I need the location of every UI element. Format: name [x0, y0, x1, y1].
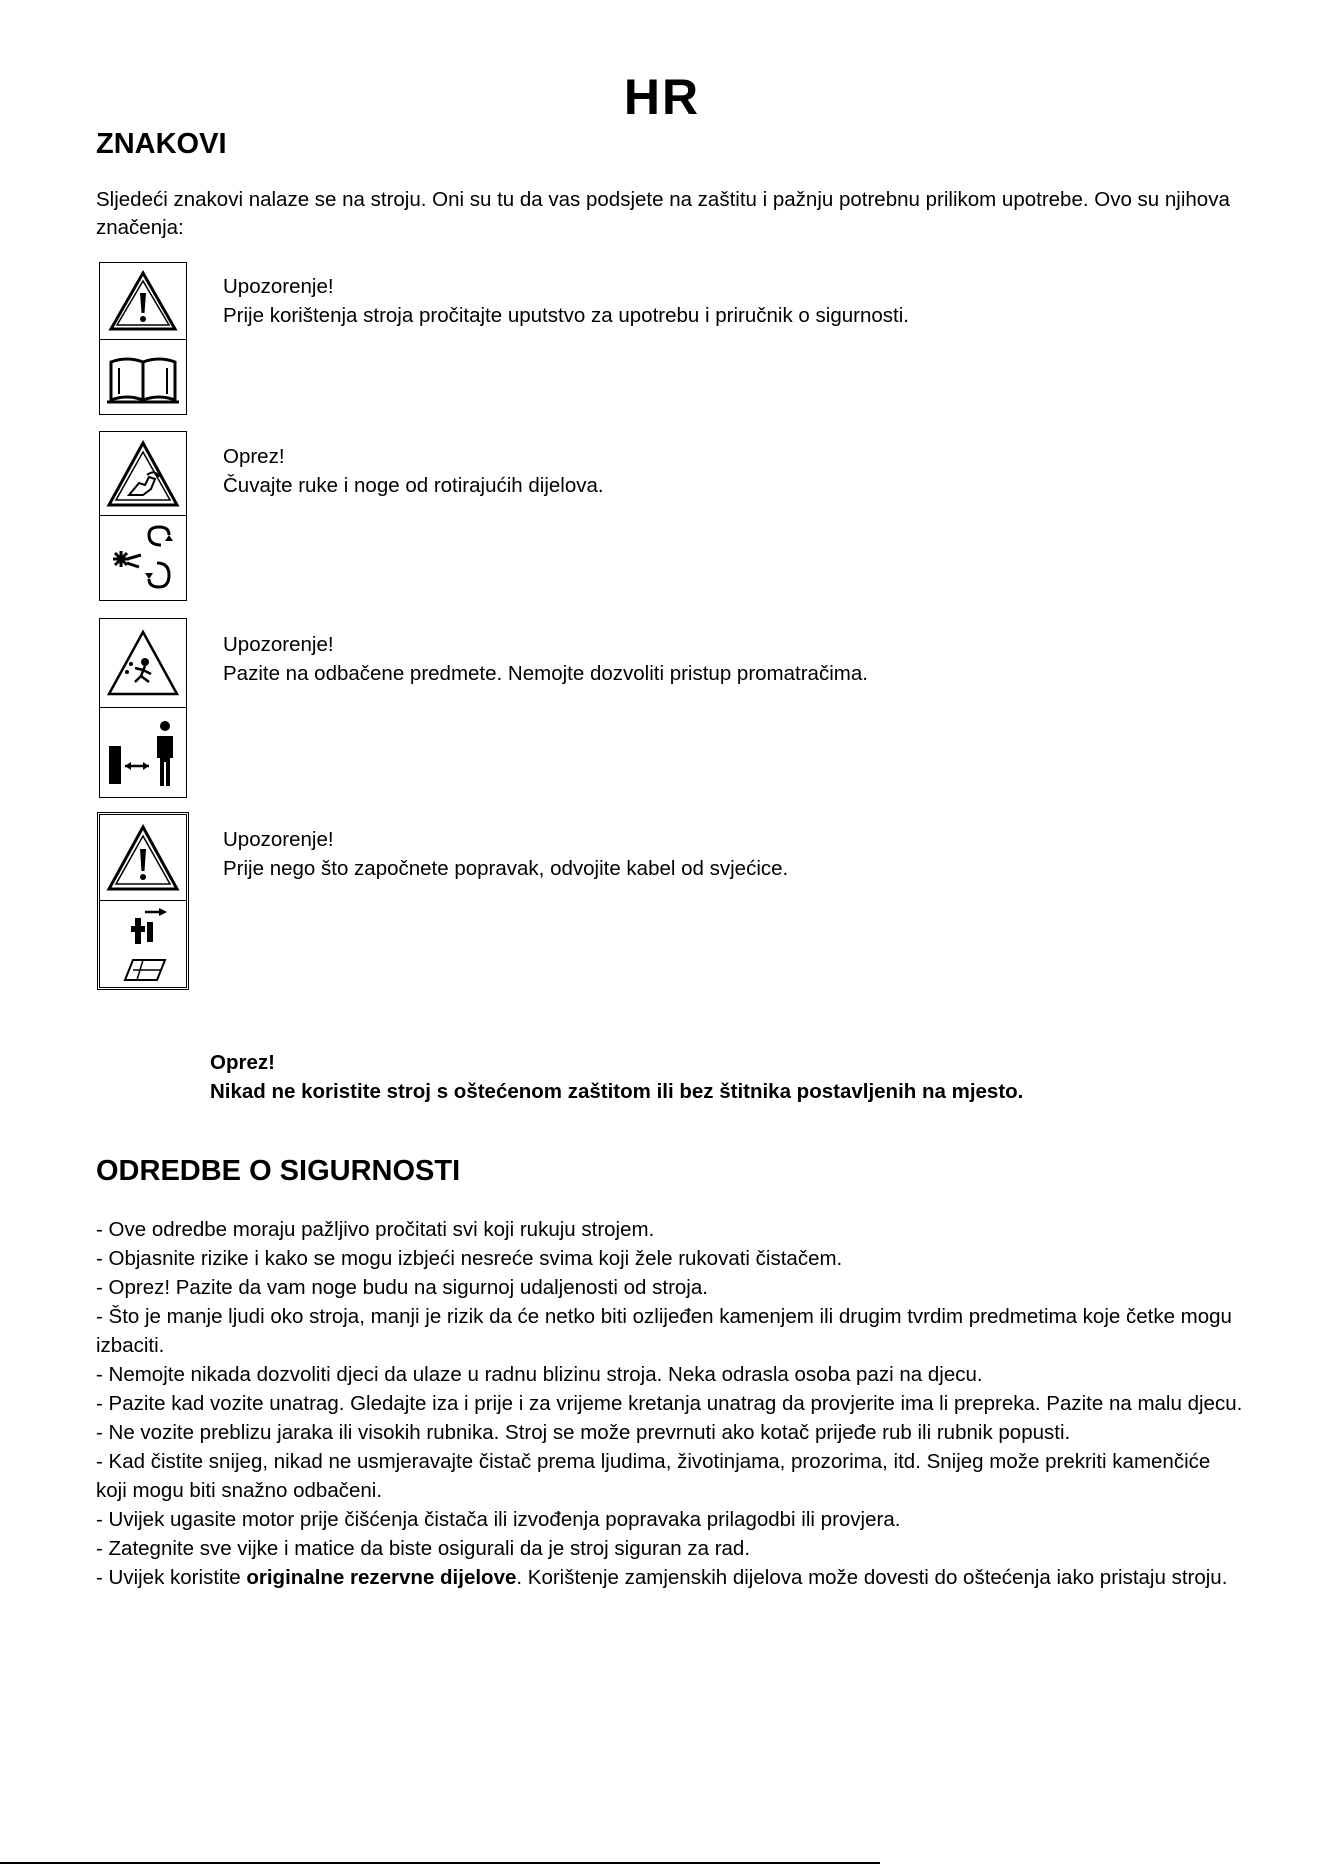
safety-rule: - Kad čistite snijeg, nikad ne usmjeravajte čistač prema ljudima, životinjama, prozorima, itd. Snijeg može prekriti kamenčiće koji mogu biti snažno odbačeni. [96, 1450, 1211, 1502]
sign-description: Prije nego što započnete popravak, odvojite kabel od svjećice. [223, 857, 789, 880]
sign-2-text [223, 442, 604, 500]
rule-emphasis: originalne rezervne dijelove [246, 1566, 517, 1589]
sign-heading: Oprez! [223, 445, 285, 468]
warning-triangle-icon [100, 815, 186, 901]
safety-rules-list [96, 1215, 1246, 1592]
safety-rule: - Što je manje ljudi oko stroja, manji je rizik da će netko biti ozlijeđen kamenjem ili drugim tvrdim predmetima koje četke mogu izbaciti. [96, 1305, 1232, 1357]
sign-heading: Upozorenje! [223, 275, 334, 298]
caution-heading: Oprez! [210, 1051, 275, 1074]
manual-book-icon [100, 340, 186, 416]
sign-1-text [223, 272, 909, 330]
hand-foot-rotor-icon [100, 516, 186, 602]
sign-2-symbols [99, 431, 187, 601]
thrown-objects-icon [100, 619, 186, 708]
rotating-parts-hand-icon [100, 432, 186, 516]
sign-4-text [223, 825, 788, 883]
signs-intro: Sljedeći znakovi nalaze se na stroju. Oni su tu da vas podsjete na zaštitu i pažnju potrebnu prilikom upotrebe. Ovo su njihova značenja: [96, 188, 1230, 239]
spark-plug-disconnect-icon [100, 901, 186, 987]
safety-rule: - Nemojte nikada dozvoliti djeci da ulaze u radnu blizinu stroja. Neka odrasla osoba pazi na djecu. [96, 1363, 983, 1386]
safety-rule: - Uvijek ugasite motor prije čišćenja čistača ili izvođenja popravaka prilagodbi ili provjera. [96, 1508, 901, 1531]
sign-description: Pazite na odbačene predmete. Nemojte dozvoliti pristup promatračima. [223, 662, 868, 685]
safety-rule-original-parts [96, 1563, 1246, 1592]
sign-description: Prije korištenja stroja pročitajte uputstvo za upotrebu i priručnik o sigurnosti. [223, 304, 909, 327]
sign-heading: Upozorenje! [223, 828, 334, 851]
guard-caution [210, 1048, 1023, 1106]
sign-3-text [223, 630, 868, 688]
safety-rule: - Zategnite sve vijke i matice da biste osigurali da je stroj siguran za rad. [96, 1537, 751, 1560]
sign-3-symbols [99, 618, 187, 798]
sign-4-symbols [99, 814, 187, 988]
sign-1-symbols [99, 262, 187, 415]
warning-triangle-icon [100, 263, 186, 340]
sign-description: Čuvajte ruke i noge od rotirajućih dijelova. [223, 474, 604, 497]
rule-prefix: - Uvijek koristite [96, 1566, 247, 1589]
safety-rule: - Ove odredbe moraju pažljivo pročitati svi koji rukuju strojem. [96, 1218, 655, 1241]
keep-distance-icon [100, 708, 186, 799]
safety-rule: - Pazite kad vozite unatrag. Gledajte iza i prije i za vrijeme kretanja unatrag da provjerite ima li prepreka. Pazite na malu djecu. [96, 1392, 1243, 1415]
language-code: HR [623, 69, 701, 125]
caution-text: Nikad ne koristite stroj s oštećenom zaštitom ili bez štitnika postavljenih na mjesto. [210, 1080, 1024, 1103]
sign-heading: Upozorenje! [223, 633, 334, 656]
footer-divider [0, 1862, 880, 1864]
rule-suffix: . Korištenje zamjenskih dijelova može dovesti do oštećenja iako pristaju stroju. [516, 1566, 1228, 1589]
safety-section-title: ODREDBE O SIGURNOSTI [96, 1155, 461, 1187]
safety-rule: - Objasnite rizike i kako se mogu izbjeći nesreće svima koji žele rukovati čistačem. [96, 1247, 843, 1270]
safety-rule: - Oprez! Pazite da vam noge budu na sigurnoj udaljenosti od stroja. [96, 1276, 708, 1299]
safety-rule: - Ne vozite preblizu jaraka ili visokih rubnika. Stroj se može prevrnuti ako kotač prijeđe rub ili rubnik popusti. [96, 1421, 1071, 1444]
signs-section-title: ZNAKOVI [96, 128, 227, 160]
